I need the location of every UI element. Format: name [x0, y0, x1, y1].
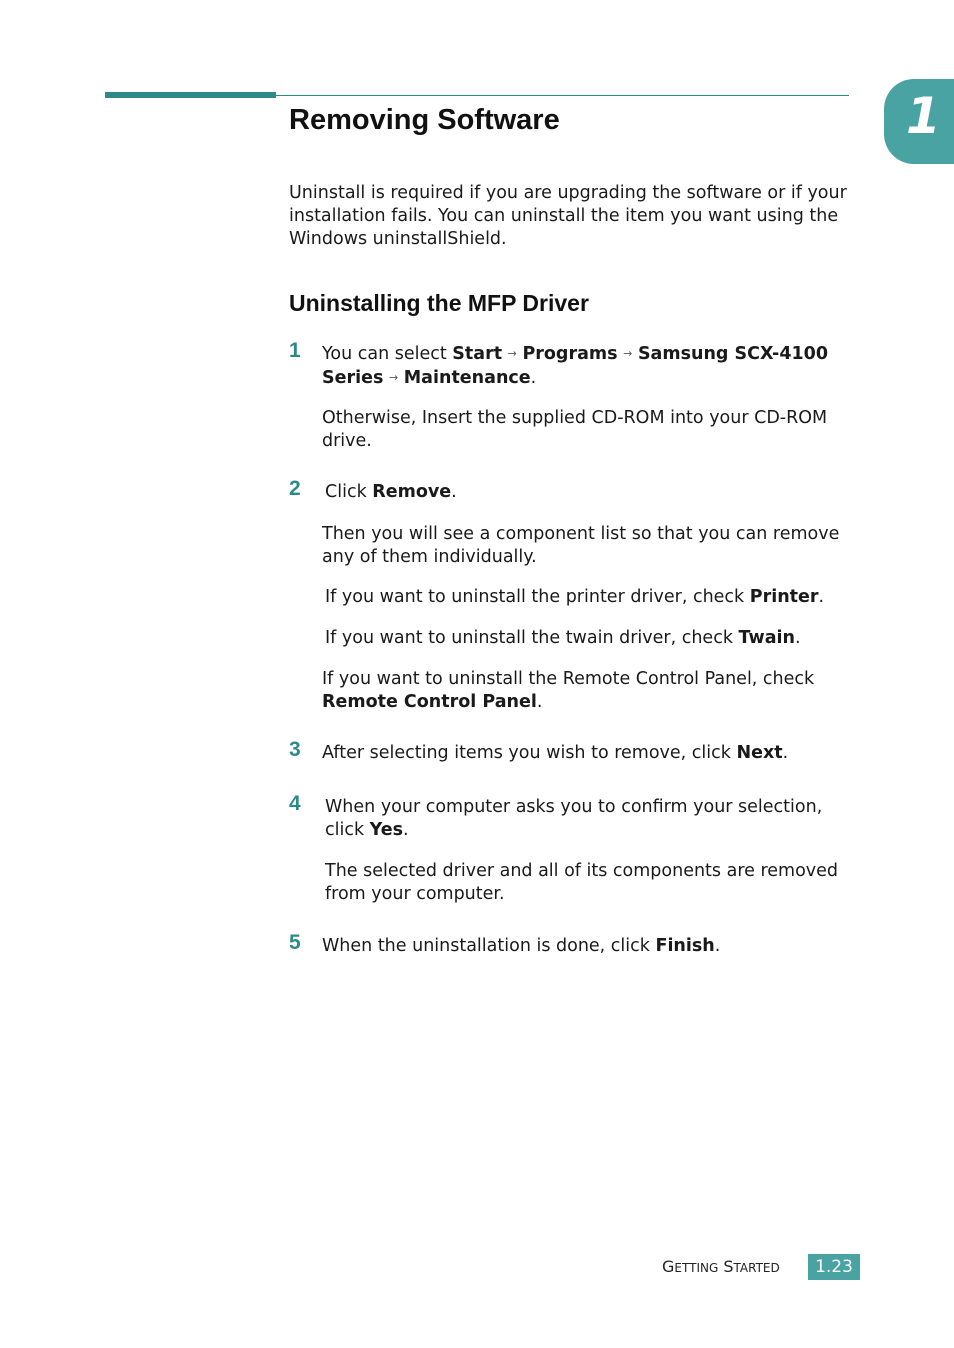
rcp-bold: Remote Control Panel	[322, 692, 537, 712]
step-1-end: .	[530, 368, 537, 388]
printer-end: .	[818, 587, 825, 607]
footer-g: G	[662, 1257, 675, 1276]
chapter-tab	[884, 79, 954, 164]
step-4-text	[325, 796, 840, 842]
step-number-1: 1	[289, 339, 301, 362]
rcp-end: .	[536, 692, 543, 712]
footer-section-label	[662, 1257, 780, 1276]
header-rule-thin	[276, 95, 849, 96]
printer-prefix: If you want to uninstall the printer driver, check	[325, 587, 750, 607]
step-2-prefix: Click	[325, 482, 373, 502]
rcp-prefix: If you want to uninstall the Remote Control Panel, check	[322, 669, 815, 689]
step-number-2: 2	[289, 477, 301, 500]
step-5-end: .	[714, 936, 721, 956]
step-number-3: 3	[289, 738, 301, 761]
chapter-number: 1	[906, 87, 941, 145]
step-4-prefix: When your computer asks you to confirm your selection, click	[325, 797, 823, 840]
step-4-end: .	[403, 820, 409, 840]
page-number: 1.23	[808, 1254, 860, 1280]
step-5-prefix: When the uninstallation is done, click	[322, 936, 656, 956]
footer-tarted: TARTED	[733, 1261, 780, 1275]
page-title: Removing Software	[289, 104, 560, 136]
step-1-start: Start	[452, 344, 503, 364]
step-2-bold: Remove	[372, 482, 452, 502]
step-1-samsung: Samsung SCX-4100 Series	[322, 344, 829, 388]
step-2-end: .	[451, 482, 457, 502]
step-5-bold: Finish	[655, 936, 715, 956]
step-1-prefix: You can select	[322, 344, 453, 364]
step-number-5: 5	[289, 931, 301, 954]
arrow-icon: →	[623, 347, 633, 360]
step-2-printer	[325, 586, 850, 609]
twain-bold: Twain	[738, 628, 795, 648]
step-3-prefix: After selecting items you wish to remove, click	[322, 743, 737, 763]
step-1-note: Otherwise, Insert the supplied CD-ROM into your CD-ROM drive.	[322, 408, 828, 451]
step-3-bold: Next	[736, 743, 783, 763]
step-1-text	[322, 343, 852, 391]
step-number-4: 4	[289, 792, 301, 815]
step-4-note: The selected driver and all of its components are removed from your computer.	[325, 861, 839, 904]
step-2-rcp	[322, 668, 847, 714]
step-2-text	[325, 481, 845, 504]
twain-end: .	[794, 628, 801, 648]
step-3-end: .	[782, 743, 789, 763]
footer-etting: ETTING	[674, 1261, 719, 1275]
intro-paragraph: Uninstall is required if you are upgrading the software or if your installation fails. You can uninstall the item you want using the Windows uninstallShield.	[289, 183, 847, 249]
printer-bold: Printer	[749, 587, 819, 607]
step-1-programs: Programs	[522, 344, 618, 364]
step-2-note: Then you will see a component list so that you can remove any of them individually.	[322, 524, 840, 567]
arrow-icon: →	[507, 347, 517, 360]
step-2-twain	[325, 627, 850, 650]
arrow-icon: →	[388, 371, 399, 384]
step-1-maintenance: Maintenance	[403, 368, 531, 388]
step-5-text	[322, 935, 847, 958]
section-subtitle: Uninstalling the MFP Driver	[289, 290, 589, 316]
header-rule-thick	[105, 92, 276, 98]
twain-prefix: If you want to uninstall the twain driver, check	[325, 628, 739, 648]
footer-s: S	[723, 1257, 734, 1276]
step-3-text	[322, 742, 847, 765]
step-4-bold: Yes	[369, 820, 404, 840]
